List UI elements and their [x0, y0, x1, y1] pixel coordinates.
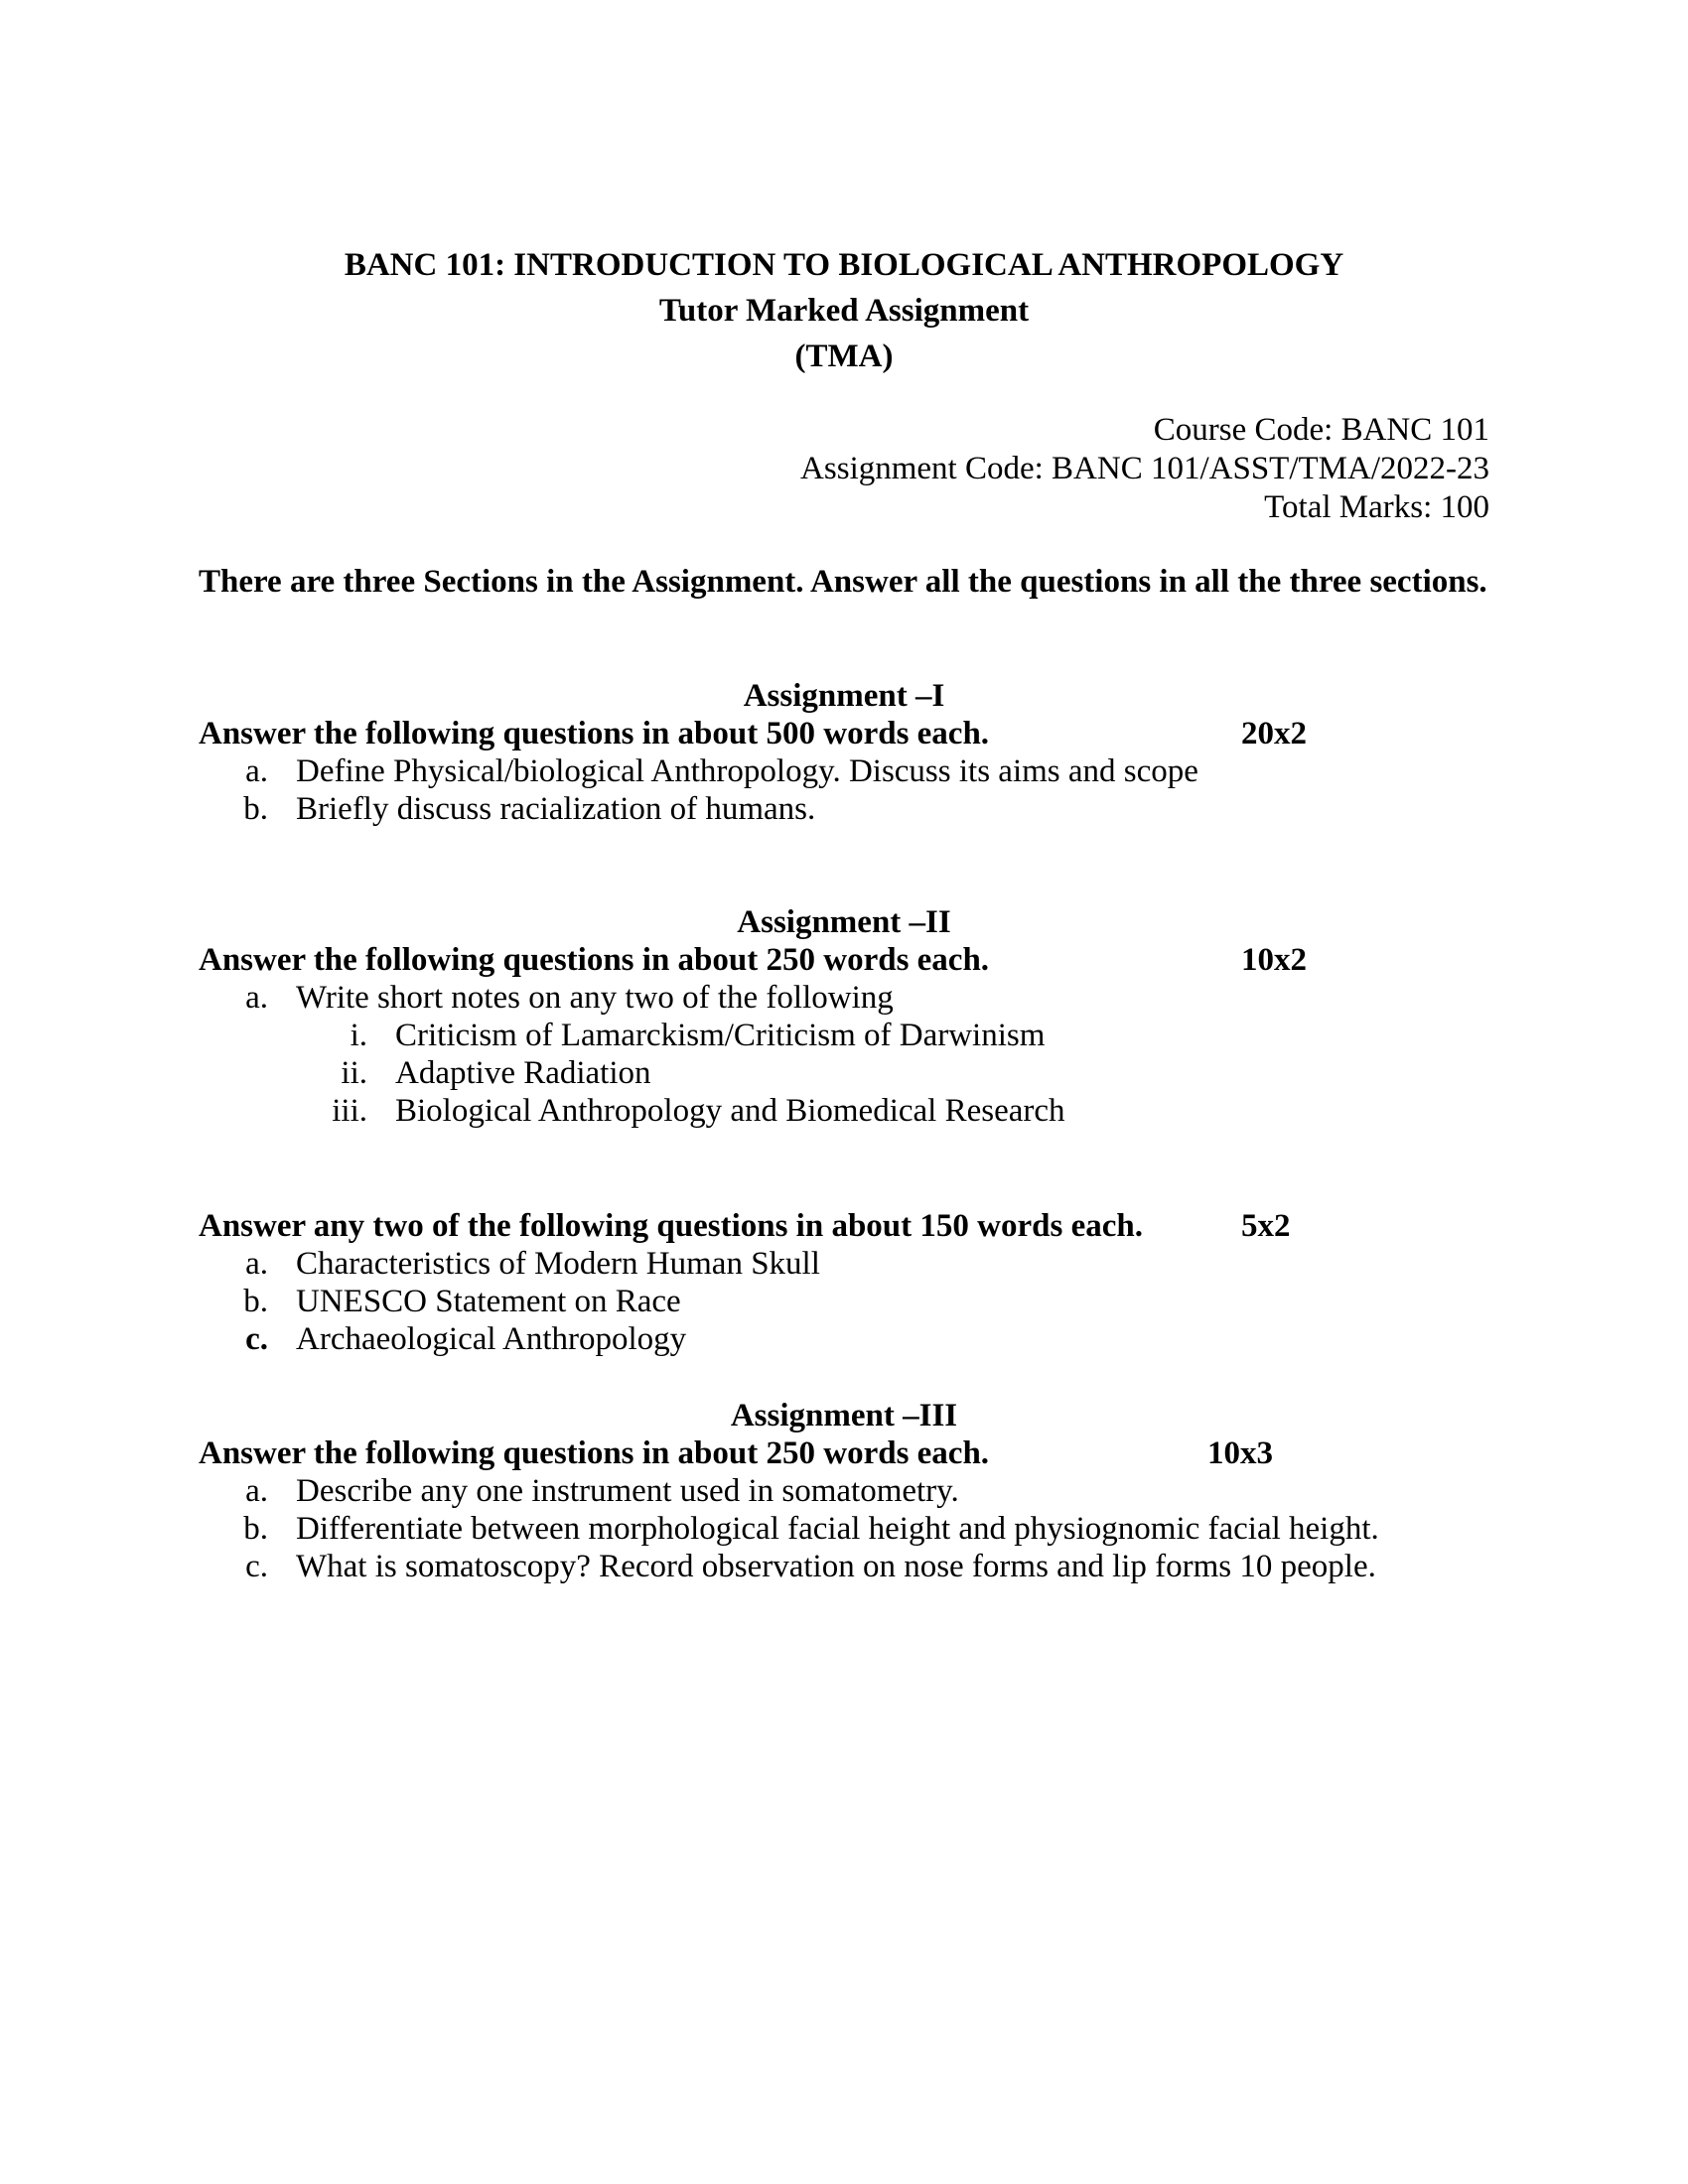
total-marks: Total Marks: 100 — [1264, 489, 1489, 525]
list-item — [0, 1320, 1489, 1358]
sub-list-item — [0, 1054, 1489, 1092]
list-item — [0, 979, 1489, 1017]
list-item — [0, 1548, 1489, 1585]
assignment-2-part2-marks: 5x2 — [1241, 1208, 1291, 1244]
assignment-3-title: Assignment –III — [730, 1398, 958, 1433]
list-item-label: a. — [245, 753, 268, 789]
assignment-3-marks: 10x3 — [1207, 1435, 1273, 1471]
assignment-2-heading: Answer the following questions in about 250 words each. — [199, 942, 990, 978]
list-item-label: a. — [245, 1246, 268, 1282]
list-item-label: a. — [245, 980, 268, 1016]
list-item-text: Differentiate between morphological facial height and physiognomic facial height. — [296, 1511, 1379, 1547]
assignment-2-marks: 10x2 — [1241, 942, 1307, 978]
list-item — [0, 790, 1489, 828]
list-item-label: a. — [245, 1473, 268, 1509]
sub-list-item-label: iii. — [332, 1093, 367, 1129]
list-item-text: Describe any one instrument used in somatometry. — [296, 1473, 959, 1509]
assignment-code: Assignment Code: BANC 101/ASST/TMA/2022-23 — [800, 451, 1489, 486]
sub-list-item-text: Biological Anthropology and Biomedical Research — [395, 1093, 1065, 1129]
assignment-1-title: Assignment –I — [743, 678, 945, 714]
assignment-1-marks: 20x2 — [1241, 716, 1307, 751]
course-code: Course Code: BANC 101 — [1153, 412, 1489, 448]
assignment-2-part2-heading: Answer any two of the following questions in about 150 words each. — [199, 1208, 1143, 1244]
sub-list-item-label: ii. — [341, 1055, 367, 1091]
sub-list-item-text: Criticism of Lamarckism/Criticism of Darwinism — [395, 1018, 1046, 1053]
instructions: There are three Sections in the Assignment. Answer all the questions in all the three sections. — [199, 564, 1487, 600]
assignment-3-heading: Answer the following questions in about 250 words each. — [199, 1435, 990, 1471]
document-subtitle: Tutor Marked Assignment — [658, 293, 1030, 329]
list-item-text: Write short notes on any two of the following — [296, 980, 894, 1016]
meta-block — [596, 411, 1489, 527]
list-item-text: What is somatoscopy? Record observation on nose forms and lip forms 10 people. — [296, 1549, 1376, 1584]
list-item-text: UNESCO Statement on Race — [296, 1284, 681, 1319]
list-item-text: Briefly discuss racialization of humans. — [296, 791, 816, 827]
list-item — [0, 1472, 1489, 1510]
course-title: BANC 101: INTRODUCTION TO BIOLOGICAL ANTHROPOLOGY — [344, 247, 1344, 283]
list-item-label: c. — [245, 1321, 268, 1357]
sub-list-item-label: i. — [350, 1018, 367, 1053]
list-item — [0, 752, 1489, 790]
list-item — [0, 1510, 1489, 1548]
list-item-text: Define Physical/biological Anthropology. Discuss its aims and scope — [296, 753, 1198, 789]
assignment-2-title: Assignment –II — [737, 904, 951, 940]
sub-list-item — [0, 1017, 1489, 1054]
list-item-text: Characteristics of Modern Human Skull — [296, 1246, 820, 1282]
assignment-1-heading: Answer the following questions in about 500 words each. — [199, 716, 990, 751]
sub-list-item-text: Adaptive Radiation — [395, 1055, 651, 1091]
title-block — [199, 242, 1489, 379]
list-item-label: c. — [245, 1549, 268, 1584]
list-item-label: b. — [243, 791, 268, 827]
list-item — [0, 1283, 1489, 1320]
list-item-text: Archaeological Anthropology — [296, 1321, 687, 1357]
list-item — [0, 1245, 1489, 1283]
document-abbreviation: (TMA) — [794, 339, 894, 374]
list-item-label: b. — [243, 1284, 268, 1319]
list-item-label: b. — [243, 1511, 268, 1547]
sub-list-item — [0, 1092, 1489, 1130]
